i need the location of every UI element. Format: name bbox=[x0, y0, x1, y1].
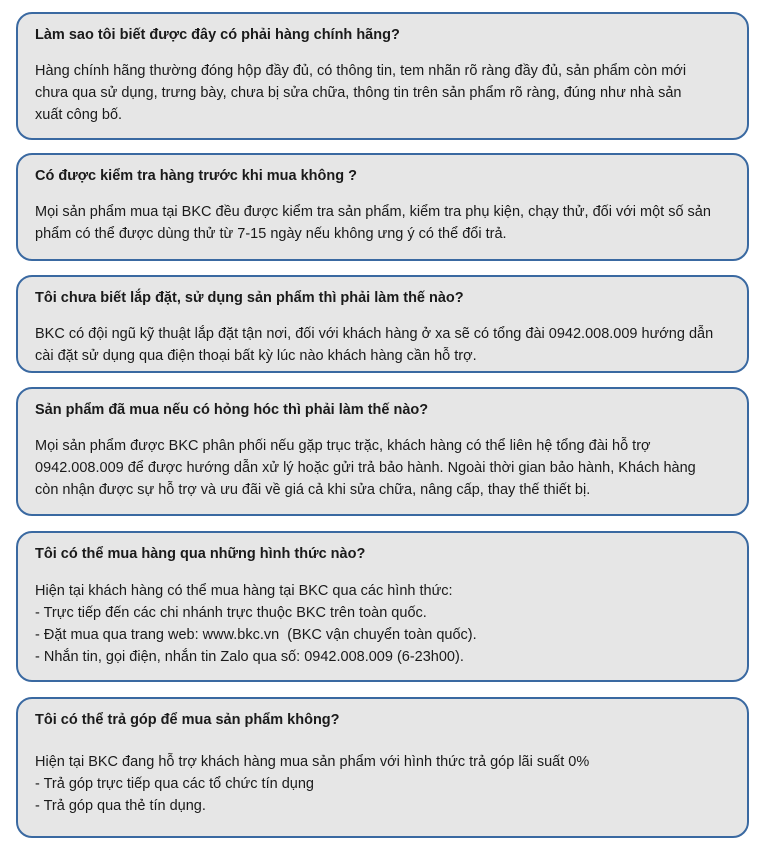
faq-answer-line: chưa qua sử dụng, trưng bày, chưa bị sửa chữa, thông tin trên sản phẩm rõ ràng, đúng như nhà sản bbox=[35, 85, 682, 101]
faq-answer-line: phẩm có thể được dùng thử từ 7-15 ngày nếu không ưng ý có thể đổi trả. bbox=[35, 226, 507, 242]
faq-card-inspection bbox=[16, 153, 749, 261]
faq-answer-line: Hiện tại khách hàng có thể mua hàng tại BKC qua các hình thức: bbox=[35, 583, 453, 599]
faq-card-installment bbox=[16, 697, 749, 838]
faq-card-warranty bbox=[16, 387, 749, 516]
faq-answer-line: Mọi sản phẩm được BKC phân phối nếu gặp trục trặc, khách hàng có thể liên hệ tổng đài hỗ trợ bbox=[35, 438, 651, 454]
faq-card-installation bbox=[16, 275, 749, 373]
faq-answer-line: - Trả góp trực tiếp qua các tổ chức tín dụng bbox=[35, 776, 314, 792]
faq-question: Làm sao tôi biết được đây có phải hàng chính hãng? bbox=[35, 27, 400, 43]
faq-answer-line: Hiện tại BKC đang hỗ trợ khách hàng mua sản phẩm với hình thức trả góp lãi suất 0% bbox=[35, 754, 590, 770]
faq-question: Tôi có thể mua hàng qua những hình thức nào? bbox=[35, 546, 366, 562]
faq-answer bbox=[35, 580, 731, 668]
faq-answer-line: Hàng chính hãng thường đóng hộp đầy đủ, có thông tin, tem nhãn rõ ràng đầy đủ, sản phẩm còn mới bbox=[35, 63, 687, 79]
faq-question: Có được kiểm tra hàng trước khi mua không ? bbox=[35, 168, 357, 184]
faq-answer bbox=[35, 201, 731, 245]
faq-answer-line: còn nhận được sự hỗ trợ và ưu đãi về giá cả khi sửa chữa, nâng cấp, thay thế thiết bị. bbox=[35, 482, 591, 498]
faq-answer bbox=[35, 60, 731, 126]
faq-answer-line: - Đặt mua qua trang web: www.bkc.vn (BKC vận chuyển toàn quốc). bbox=[35, 627, 477, 643]
faq-answer bbox=[35, 323, 731, 367]
faq-answer bbox=[35, 435, 731, 501]
faq-question: Tôi chưa biết lắp đặt, sử dụng sản phẩm thì phải làm thế nào? bbox=[35, 290, 464, 306]
faq-answer-line: cài đặt sử dụng qua điện thoại bất kỳ lúc nào khách hàng cần hỗ trợ. bbox=[35, 348, 477, 364]
faq-answer-line: xuất công bố. bbox=[35, 107, 123, 123]
faq-answer-line: Mọi sản phẩm mua tại BKC đều được kiểm tra sản phẩm, kiểm tra phụ kiện, chạy thử, đối với một số sản bbox=[35, 204, 711, 220]
faq-card-purchase-methods bbox=[16, 531, 749, 682]
faq-answer bbox=[35, 751, 731, 817]
faq-question: Tôi có thể trả góp để mua sản phẩm không? bbox=[35, 712, 340, 728]
faq-question: Sản phẩm đã mua nếu có hỏng hóc thì phải làm thế nào? bbox=[35, 402, 429, 418]
faq-answer-line: - Trả góp qua thẻ tín dụng. bbox=[35, 798, 206, 814]
faq-answer-line: BKC có đội ngũ kỹ thuật lắp đặt tận nơi, đối với khách hàng ở xa sẽ có tổng đài 0942.008.009 hướng dẫn bbox=[35, 326, 714, 342]
faq-answer-line: - Nhắn tin, gọi điện, nhắn tin Zalo qua số: 0942.008.009 (6-23h00). bbox=[35, 649, 464, 665]
faq-answer-line: 0942.008.009 để được hướng dẫn xử lý hoặc gửi trả bảo hành. Ngoài thời gian bảo hành, Khách hàng bbox=[35, 460, 696, 476]
faq-answer-line: - Trực tiếp đến các chi nhánh trực thuộc BKC trên toàn quốc. bbox=[35, 605, 427, 621]
faq-card-authenticity bbox=[16, 12, 749, 140]
